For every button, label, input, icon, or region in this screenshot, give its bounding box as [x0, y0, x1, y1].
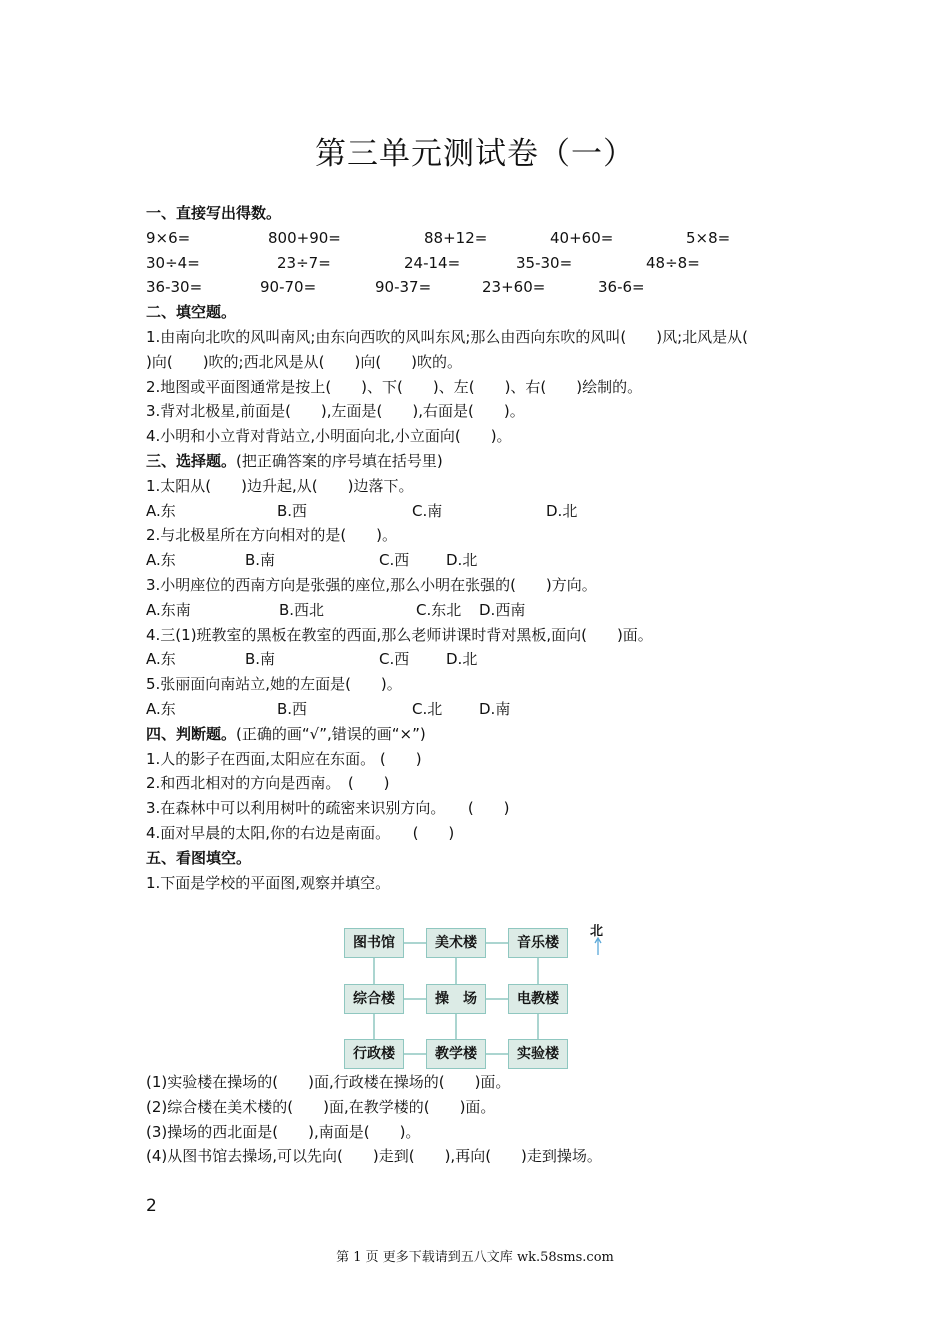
fill-blank-line: 4.小明和小立背对背站立,小明面向北,小立面向( )。 — [146, 427, 512, 446]
arith-item: 90-70= — [260, 278, 317, 297]
section-2-heading: 二、填空题。 — [146, 303, 237, 322]
building-library: 图书馆 — [344, 928, 404, 958]
choice-option: D.西南 — [479, 600, 526, 619]
choice-option: C.东北 — [416, 600, 462, 619]
arith-item: 88+12= — [424, 228, 488, 247]
choice-options — [146, 647, 826, 672]
choice-option: A.东 — [146, 501, 176, 520]
choice-question: 3.小明座位的西南方向是张强的座位,那么小明在张强的( )方向。 — [146, 575, 597, 594]
judge-line: 3.在森林中可以利用树叶的疏密来识别方向。 ( ) — [146, 799, 510, 818]
choice-option: D.北 — [446, 551, 478, 570]
north-arrow-icon — [593, 936, 603, 956]
map-question: (2)综合楼在美术楼的( )面,在教学楼的( )面。 — [146, 1097, 496, 1116]
arith-item: 23+60= — [482, 278, 546, 297]
choice-options — [146, 499, 826, 524]
choice-option: C.南 — [412, 501, 443, 520]
arith-item: 9×6= — [146, 228, 191, 247]
arith-item: 36-30= — [146, 278, 203, 297]
map-intro: 1.下面是学校的平面图,观察并填空。 — [146, 873, 391, 892]
choice-option: C.北 — [412, 699, 443, 718]
choice-option: B.西北 — [279, 600, 325, 619]
building-lab: 实验楼 — [508, 1039, 568, 1069]
map-questions — [146, 1070, 826, 1169]
building-music: 音乐楼 — [508, 928, 568, 958]
map-question: (4)从图书馆去操场,可以先向( )走到( ),再向( )走到操场。 — [146, 1147, 602, 1166]
choice-options — [146, 598, 826, 623]
arith-item: 40+60= — [550, 228, 614, 247]
worksheet-body — [146, 201, 826, 895]
building-teaching: 教学楼 — [426, 1039, 486, 1069]
page-footer: 第 1 页 更多下载请到五八文库 wk.58sms.com — [336, 1250, 614, 1265]
choice-option: A.东南 — [146, 600, 191, 619]
choice-option: C.西 — [379, 650, 410, 669]
arith-item: 5×8= — [686, 228, 731, 247]
school-plan-map — [336, 918, 616, 1073]
choice-options — [146, 548, 826, 573]
choice-options — [146, 697, 826, 722]
building-av: 电教楼 — [508, 984, 568, 1014]
building-art: 美术楼 — [426, 928, 486, 958]
arith-item: 36-6= — [598, 278, 645, 297]
section-4-title: 四、判断题。 — [146, 724, 237, 743]
choice-option: B.南 — [245, 551, 276, 570]
section-4-note: (正确的画“√”,错误的画“×”) — [236, 724, 426, 743]
choice-option: A.东 — [146, 650, 176, 669]
choice-option: D.南 — [479, 699, 511, 718]
arith-row-1 — [146, 226, 826, 251]
choice-question: 4.三(1)班教室的黑板在教室的西面,那么老师讲课时背对黑板,面向( )面。 — [146, 625, 653, 644]
fill-blank-line: 3.背对北极星,前面是( ),左面是( ),右面是( )。 — [146, 402, 525, 421]
arith-row-2 — [146, 251, 826, 276]
judge-line: 2.和西北相对的方向是西南。 ( ) — [146, 774, 390, 793]
judge-line: 1.人的影子在西面,太阳应在东面。 ( ) — [146, 749, 422, 768]
choice-option: C.西 — [379, 551, 410, 570]
section-5-heading: 五、看图填空。 — [146, 848, 252, 867]
fill-blank-line: 1.由南向北吹的风叫南风;由东向西吹的风叫东风;那么由西向东吹的风叫( )风;北风是从( — [146, 327, 749, 346]
arith-row-3 — [146, 275, 826, 300]
choice-option: B.南 — [245, 650, 276, 669]
page-number: 2 — [146, 1196, 157, 1216]
arith-item: 90-37= — [375, 278, 432, 297]
choice-question: 1.太阳从( )边升起,从( )边落下。 — [146, 476, 414, 495]
arith-item: 30÷4= — [146, 253, 200, 272]
choice-option: D.北 — [546, 501, 578, 520]
arith-item: 24-14= — [404, 253, 461, 272]
arith-item: 800+90= — [268, 228, 341, 247]
north-label: 北 — [590, 924, 604, 939]
choice-question: 5.张丽面向南站立,她的左面是( )。 — [146, 675, 402, 694]
map-question: (3)操场的西北面是( ),南面是( )。 — [146, 1122, 421, 1141]
choice-option: D.北 — [446, 650, 478, 669]
choice-option: B.西 — [277, 501, 308, 520]
arith-item: 35-30= — [516, 253, 573, 272]
section-3-heading — [146, 449, 826, 474]
building-playground: 操 场 — [426, 984, 486, 1014]
page-title: 第三单元测试卷（一） — [315, 136, 635, 172]
fill-blank-line: )向( )吹的;西北风是从( )向( )吹的。 — [146, 352, 463, 371]
building-admin: 行政楼 — [344, 1039, 404, 1069]
arith-item: 48÷8= — [646, 253, 700, 272]
section-3-title: 三、选择题。 — [146, 451, 237, 470]
choice-option: A.东 — [146, 699, 176, 718]
section-1-heading: 一、直接写出得数。 — [146, 204, 282, 222]
choice-question: 2.与北极星所在方向相对的是( )。 — [146, 526, 398, 545]
map-question: (1)实验楼在操场的( )面,行政楼在操场的( )面。 — [146, 1073, 511, 1091]
fill-blank-line: 2.地图或平面图通常是按上( )、下( )、左( )、右( )绘制的。 — [146, 377, 643, 396]
arith-item: 23÷7= — [277, 253, 331, 272]
section-4-heading — [146, 722, 826, 747]
choice-option: B.西 — [277, 699, 308, 718]
building-comprehensive: 综合楼 — [344, 984, 404, 1014]
section-3-note: (把正确答案的序号填在括号里) — [236, 451, 443, 470]
choice-option: A.东 — [146, 551, 176, 570]
judge-line: 4.面对早晨的太阳,你的右边是南面。 ( ) — [146, 823, 455, 842]
